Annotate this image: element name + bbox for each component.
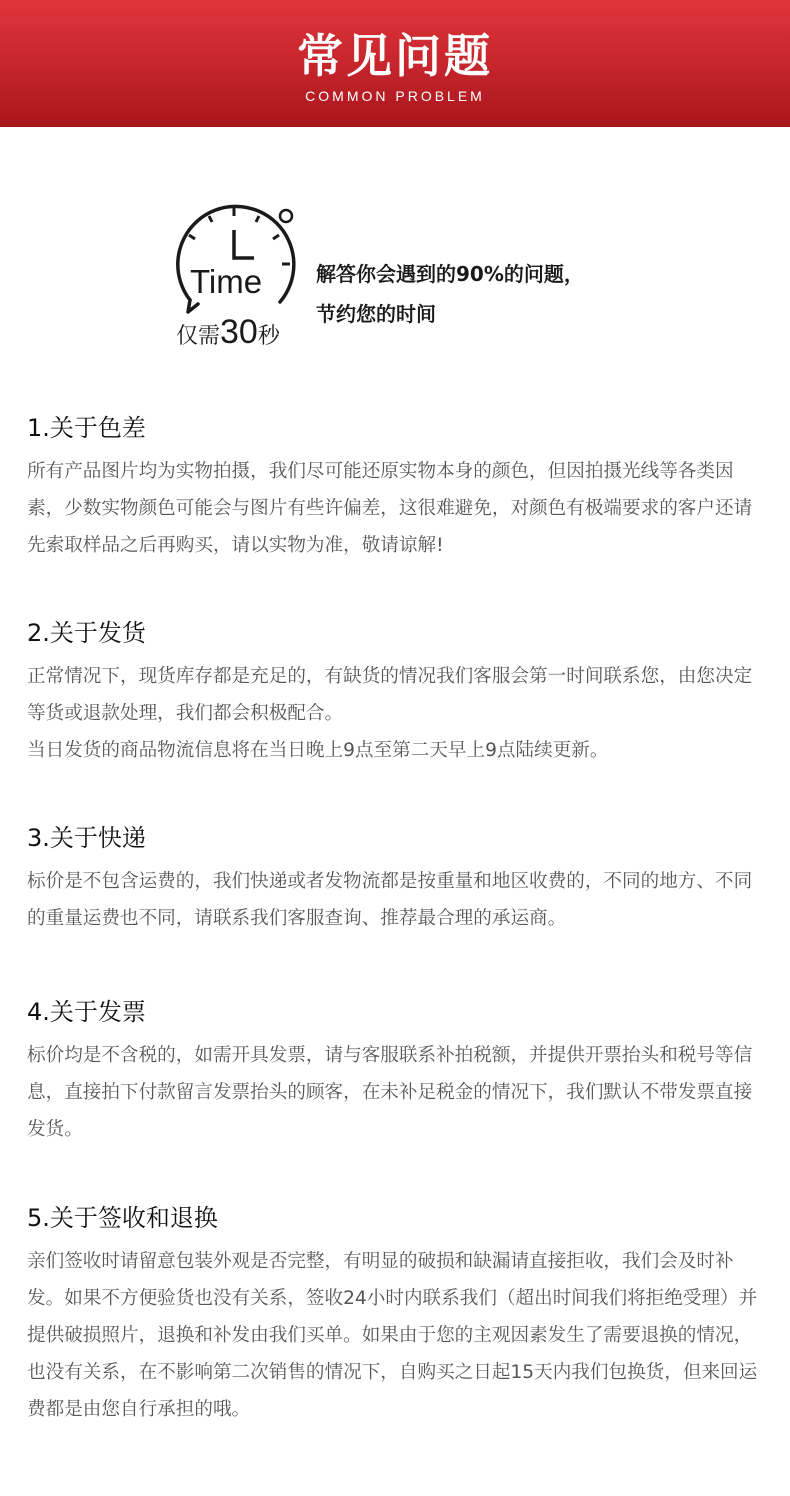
- need-seconds-label: 仅需30秒: [176, 313, 280, 351]
- faq-paragraph: 正常情况下，现货库存都是充足的，有缺货的情况我们客服会第一时间联系您，由您决定等货或退款处理，我们都会积极配合。: [27, 666, 753, 724]
- faq-title: 2.关于发货: [27, 619, 146, 647]
- faq-section: [27, 616, 767, 769]
- faq-title: 5.关于签收和退换: [27, 1204, 218, 1232]
- faq-paragraph: 所有产品图片均为实物拍摄，我们尽可能还原实物本身的颜色，但因拍摄光线等各类因素，少数实物颜色可能会与图片有些许偏差，这很难避免，对颜色有极端要求的客户还请先索取样品之后再购买，请以实物为准，敬请谅解!: [27, 461, 753, 556]
- time-word: Time: [190, 263, 263, 300]
- faq-title: 1.关于色差: [27, 414, 146, 442]
- slogan-line-1: 解答你会遇到的90%的问题，: [316, 262, 584, 286]
- faq-paragraph: 标价均是不含税的，如需开具发票，请与客服联系补拍税额，并提供开票抬头和税号等信息，直接拍下付款留言发票抬头的顾客，在未补足税金的情况下，我们默认不带发票直接发货。: [27, 1045, 753, 1140]
- faq-paragraph: 亲们签收时请留意包装外观是否完整，有明显的破损和缺漏请直接拒收，我们会及时补发。如果不方便验货也没有关系，签收24小时内联系我们（超出时间我们将拒绝受理）并提供破损照片，退换和补发由我们买单。如果由于您的主观因素发生了需要退换的情况，也没有关系，在不影响第二次销售的情况下，自购买之日起15天内我们包换货，但来回运费都是由您自行承担的哦。: [27, 1251, 758, 1420]
- slogan-line-2: 节约您的时间: [316, 302, 436, 326]
- faq-body: [27, 863, 767, 937]
- faq-body: [27, 658, 767, 769]
- faq-title: 3.关于快递: [27, 824, 146, 852]
- faq-body: [27, 1037, 767, 1148]
- faq-section: [27, 1201, 767, 1428]
- faq-paragraph: 标价是不包含运费的，我们快递或者发物流都是按重量和地区收费的，不同的地方、不同的重量运费也不同，请联系我们客服查询、推荐最合理的承运商。: [27, 871, 753, 929]
- faq-section: [27, 995, 767, 1148]
- page-header: [0, 0, 790, 127]
- faq-body: [27, 453, 767, 564]
- faq-section: [27, 411, 767, 564]
- page-title: 常见问题: [297, 29, 493, 83]
- intro-banner: [168, 200, 628, 360]
- intro-slogan: [316, 254, 584, 334]
- faq-paragraph: 当日发货的商品物流信息将在当日晚上9点至第二天早上9点陆续更新。: [27, 740, 609, 761]
- faq-title: 4.关于发票: [27, 998, 146, 1026]
- page-subtitle: COMMON PROBLEM: [305, 88, 485, 104]
- faq-section: [27, 821, 767, 937]
- faq-body: [27, 1243, 767, 1428]
